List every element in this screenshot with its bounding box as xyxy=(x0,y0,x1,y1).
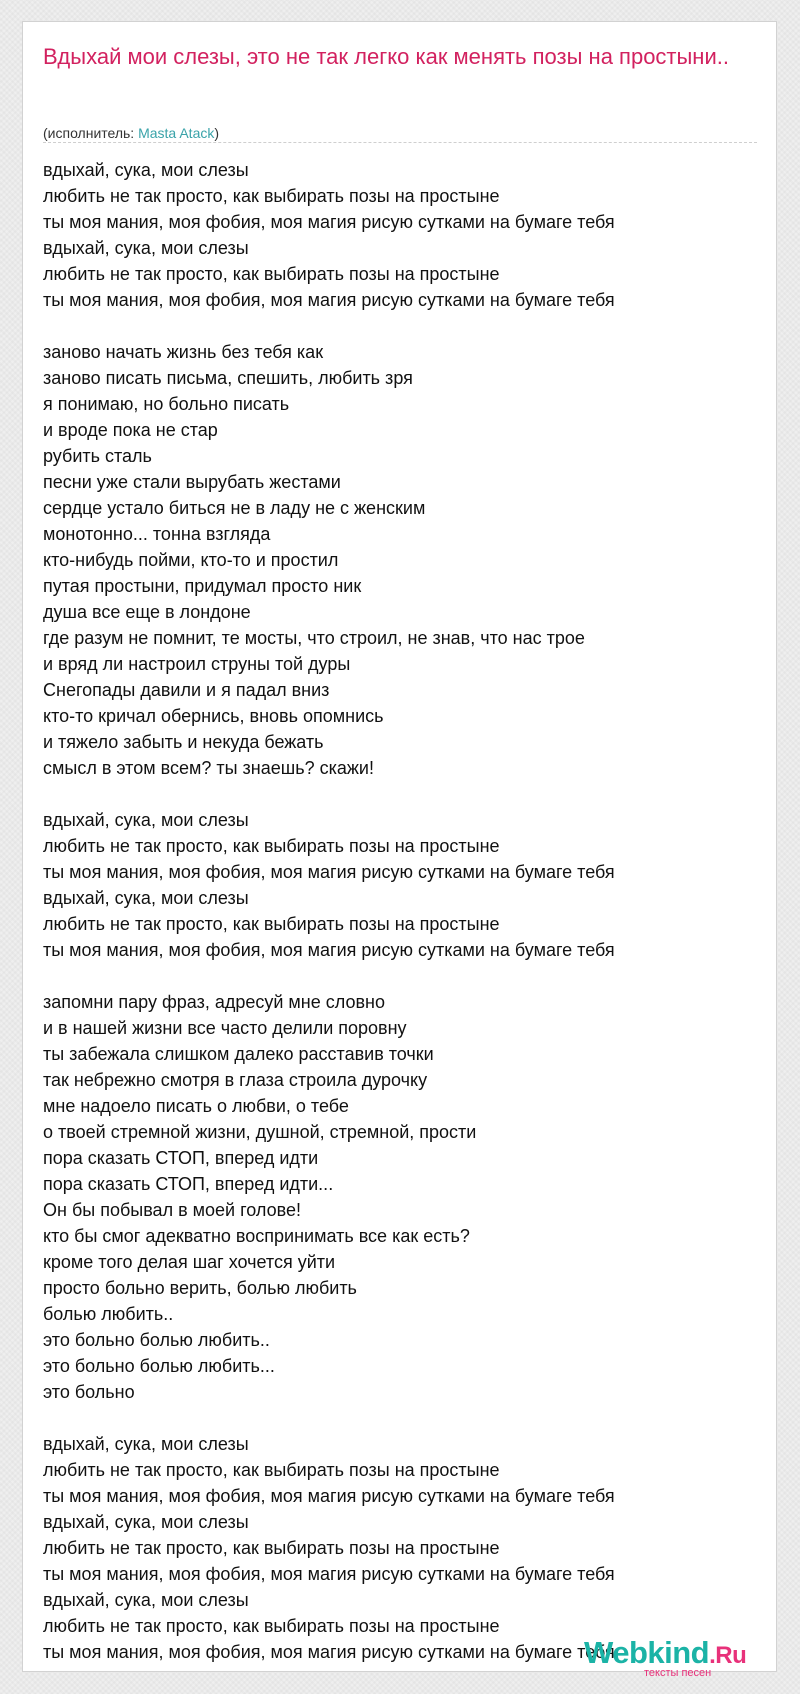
lyric-line: ты моя мания, моя фобия, моя магия рисую сутками на бумаге тебя xyxy=(43,1642,615,1662)
lyric-line: и тяжело забыть и некуда бежать xyxy=(43,732,324,752)
lyric-line: душа все еще в лондоне xyxy=(43,602,251,622)
lyric-line: Он бы побывал в моей голове! xyxy=(43,1200,301,1220)
lyric-line: болью любить.. xyxy=(43,1304,174,1324)
lyric-line: заново писать письма, спешить, любить зря xyxy=(43,368,413,388)
lyric-line: рубить сталь xyxy=(43,446,152,466)
stanza-gap xyxy=(43,781,763,807)
lyric-line: ты моя мания, моя фобия, моя магия рисую сутками на бумаге тебя xyxy=(43,290,615,310)
lyric-line: ты моя мания, моя фобия, моя магия рисую сутками на бумаге тебя xyxy=(43,940,615,960)
lyric-line: любить не так просто, как выбирать позы на простыне xyxy=(43,264,500,284)
lyric-line: любить не так просто, как выбирать позы на простыне xyxy=(43,1616,500,1636)
lyric-line: вдыхай, сука, мои слезы xyxy=(43,1590,249,1610)
lyric-line: где разум не помнит, те мосты, что строил, не знав, что нас трое xyxy=(43,628,585,648)
stanza-gap xyxy=(43,313,763,339)
lyric-line: мне надоело писать о любви, о тебе xyxy=(43,1096,349,1116)
lyric-line: ты моя мания, моя фобия, моя магия рисую сутками на бумаге тебя xyxy=(43,1564,615,1584)
site-watermark xyxy=(584,1636,774,1680)
lyric-line: любить не так просто, как выбирать позы на простыне xyxy=(43,186,500,206)
lyric-line: смысл в этом всем? ты знаешь? скажи! xyxy=(43,758,374,778)
artist-line xyxy=(43,125,219,141)
lyric-line: монотонно... тонна взгляда xyxy=(43,524,271,544)
song-title: Вдыхай мои слезы, это не так легко как менять позы на простыни.. xyxy=(43,44,729,69)
lyric-line: песни уже стали вырубать жестами xyxy=(43,472,341,492)
lyric-line: кроме того делая шаг хочется уйти xyxy=(43,1252,336,1272)
lyric-line: ты забежала слишком далеко расставив точки xyxy=(43,1044,434,1064)
lyric-line: кто бы смог адекватно воспринимать все как есть? xyxy=(43,1226,470,1246)
lyric-line: ты моя мания, моя фобия, моя магия рисую сутками на бумаге тебя xyxy=(43,1486,615,1506)
lyric-line: вдыхай, сука, мои слезы xyxy=(43,160,249,180)
lyric-line: это больно xyxy=(43,1382,135,1402)
lyric-line: заново начать жизнь без тебя как xyxy=(43,342,324,362)
lyric-line: и вряд ли настроил струны той дуры xyxy=(43,654,351,674)
lyric-line: сердце устало биться не в ладу не с женским xyxy=(43,498,426,518)
lyric-line: это больно болью любить.. xyxy=(43,1330,270,1350)
watermark-name: Webkind xyxy=(584,1635,710,1670)
lyric-line: любить не так просто, как выбирать позы на простыне xyxy=(43,914,500,934)
watermark-tld: .Ru xyxy=(709,1642,747,1669)
lyric-line: пора сказать СТОП, вперед идти... xyxy=(43,1174,334,1194)
stanza-gap xyxy=(43,963,763,989)
lyric-line: вдыхай, сука, мои слезы xyxy=(43,1512,249,1532)
lyric-line: запомни пару фраз, адресуй мне словно xyxy=(43,992,385,1012)
lyric-line: пора сказать СТОП, вперед идти xyxy=(43,1148,319,1168)
lyric-line: любить не так просто, как выбирать позы на простыне xyxy=(43,1460,500,1480)
lyric-line: вдыхай, сука, мои слезы xyxy=(43,1434,249,1454)
lyric-line: ты моя мания, моя фобия, моя магия рисую сутками на бумаге тебя xyxy=(43,862,615,882)
lyric-line: ты моя мания, моя фобия, моя магия рисую сутками на бумаге тебя xyxy=(43,212,615,232)
lyric-line: это больно болью любить... xyxy=(43,1356,275,1376)
artist-prefix: (исполнитель: xyxy=(43,125,139,141)
lyric-line: вдыхай, сука, мои слезы xyxy=(43,888,249,908)
lyric-line: любить не так просто, как выбирать позы на простыне xyxy=(43,1538,500,1558)
stanza-gap xyxy=(43,1405,763,1431)
artist-suffix: ) xyxy=(214,125,220,141)
lyric-line: Снегопады давили и я падал вниз xyxy=(43,680,330,700)
lyric-line: путая простыни, придумал просто ник xyxy=(43,576,362,596)
lyric-line: о твоей стремной жизни, душной, стремной, прости xyxy=(43,1122,477,1142)
watermark-tagline: тексты песен xyxy=(644,1667,712,1679)
artist-link[interactable]: Masta Atack xyxy=(138,125,215,141)
lyric-line: кто-нибудь пойми, кто-то и простил xyxy=(43,550,339,570)
lyric-line: просто больно верить, болью любить xyxy=(43,1278,357,1298)
lyrics-text xyxy=(43,157,763,1665)
lyric-line: вдыхай, сука, мои слезы xyxy=(43,238,249,258)
lyric-line: так небрежно смотря в глаза строила дурочку xyxy=(43,1070,428,1090)
title-divider xyxy=(43,142,757,143)
lyric-line: и вроде пока не стар xyxy=(43,420,218,440)
lyric-line: вдыхай, сука, мои слезы xyxy=(43,810,249,830)
lyric-line: любить не так просто, как выбирать позы на простыне xyxy=(43,836,500,856)
lyric-line: я понимаю, но больно писать xyxy=(43,394,290,414)
lyric-line: кто-то кричал обернись, вновь опомнись xyxy=(43,706,384,726)
lyric-line: и в нашей жизни все часто делили поровну xyxy=(43,1018,407,1038)
lyrics-card xyxy=(22,21,777,1672)
